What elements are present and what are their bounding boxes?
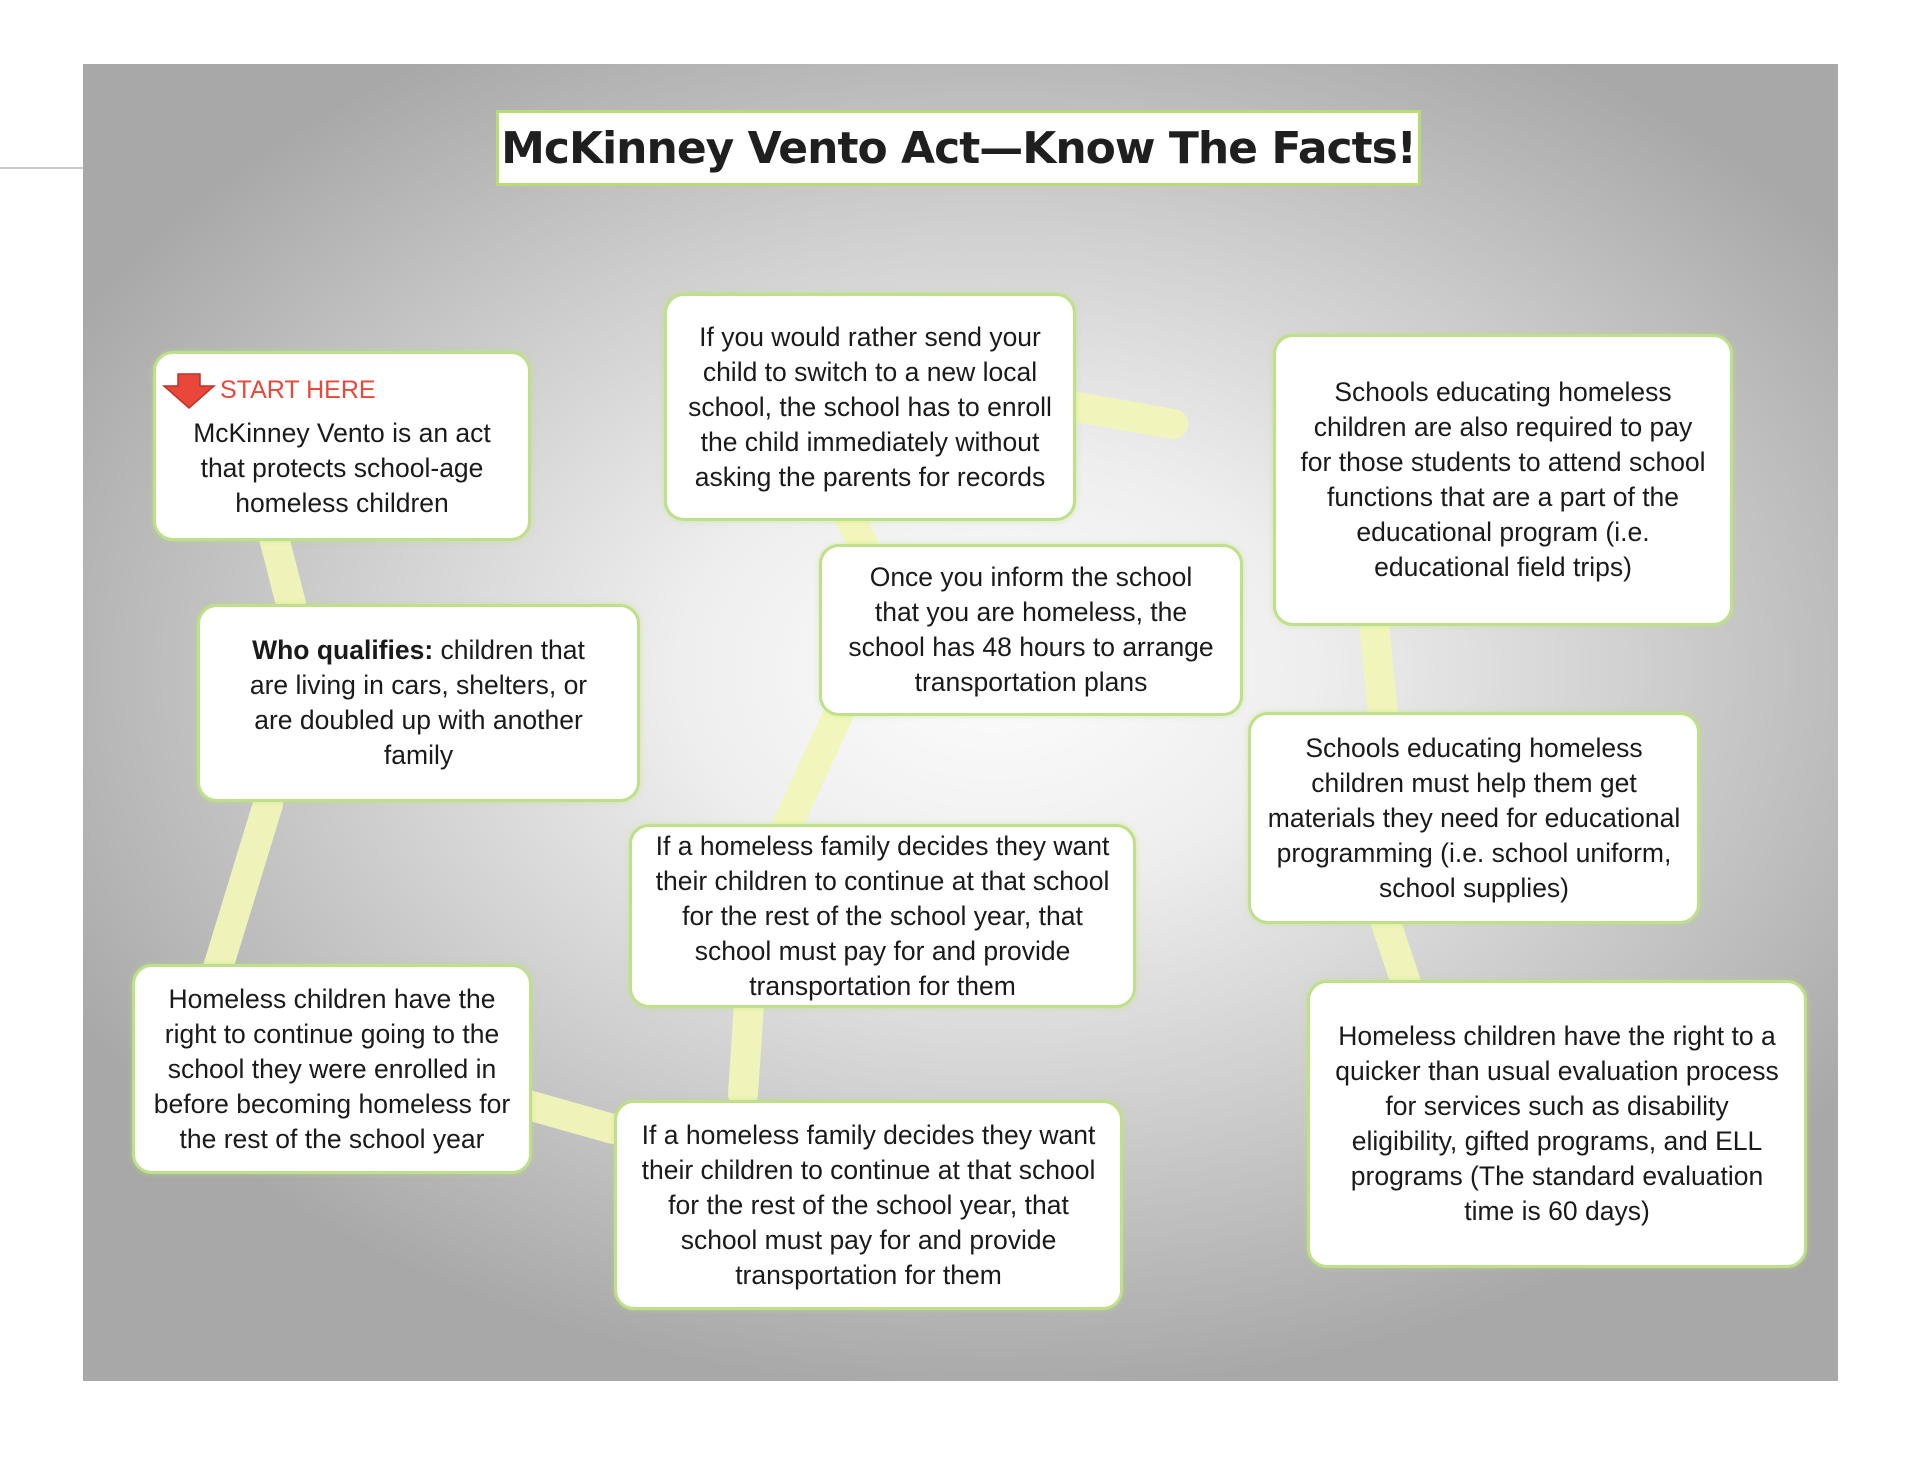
start-marker [162, 372, 376, 410]
evaluation-box [1307, 980, 1807, 1268]
who-qualifies-body: children that are living in cars, shelters, or are doubled up with another family [249, 635, 588, 770]
evaluation-text: Homeless children have the right to a quicker than usual evaluation process for services such as disability eligibility, gifted programs, and ELL programs (The standard evaluation time is 60 days) [1335, 1021, 1779, 1226]
school-functions-text: Schools educating homeless children are also required to pay for those students to attend school functions that are a part of the educational program (i.e. educational field trips) [1300, 377, 1706, 582]
title-box [496, 110, 1421, 186]
materials-text: Schools educating homeless children must help them get materials they need for educational programming (i.e. school uniform, school supplies) [1267, 732, 1681, 903]
connector-middle-to-48hours [783, 704, 843, 834]
connector-transport-to-middle [743, 1004, 749, 1094]
48-hours-text: Once you inform the school that you are homeless, the school has 48 hours to arrange transportation plans [848, 562, 1214, 697]
connector-functions-to-materials [1373, 614, 1383, 714]
continue-school-text: Homeless children have the right to continue going to the school they were enrolled in before becoming homeless for the rest of the school year [153, 983, 511, 1154]
48-hours-box [819, 544, 1243, 716]
start-box-text: McKinney Vento is an act that protects school-age homeless children [193, 417, 491, 518]
connector-start-to-qualifies [273, 534, 291, 604]
switch-school-text: If you would rather send your child to switch to a new local school, the school has to enroll the child immediately without asking the parents for records [688, 321, 1052, 492]
continue-school-box [132, 964, 532, 1174]
transport-bottom-text: If a homeless family decides they want their children to continue at that school for the rest of the school year, that school must pay for and provide transportation for them [641, 1119, 1096, 1290]
materials-box [1248, 712, 1700, 924]
transport-box-middle [629, 824, 1136, 1008]
poster [83, 64, 1838, 1381]
transport-box-bottom [614, 1100, 1123, 1310]
down-arrow-icon [162, 372, 216, 410]
start-here-label: START HERE [220, 376, 376, 404]
who-qualifies-box [197, 604, 640, 802]
switch-school-box [664, 293, 1076, 521]
school-functions-box [1273, 334, 1733, 626]
start-box [153, 351, 531, 541]
transport-middle-text: If a homeless family decides they want their children to continue at that school for the rest of the school year, that school must pay for and provide transportation for them [655, 830, 1110, 1001]
connector-qualifies-to-continue [213, 804, 268, 984]
page-title: McKinney Vento Act—Know The Facts! [501, 122, 1416, 174]
who-qualifies-text [236, 633, 601, 773]
who-qualifies-lead: Who qualifies: [252, 635, 434, 665]
